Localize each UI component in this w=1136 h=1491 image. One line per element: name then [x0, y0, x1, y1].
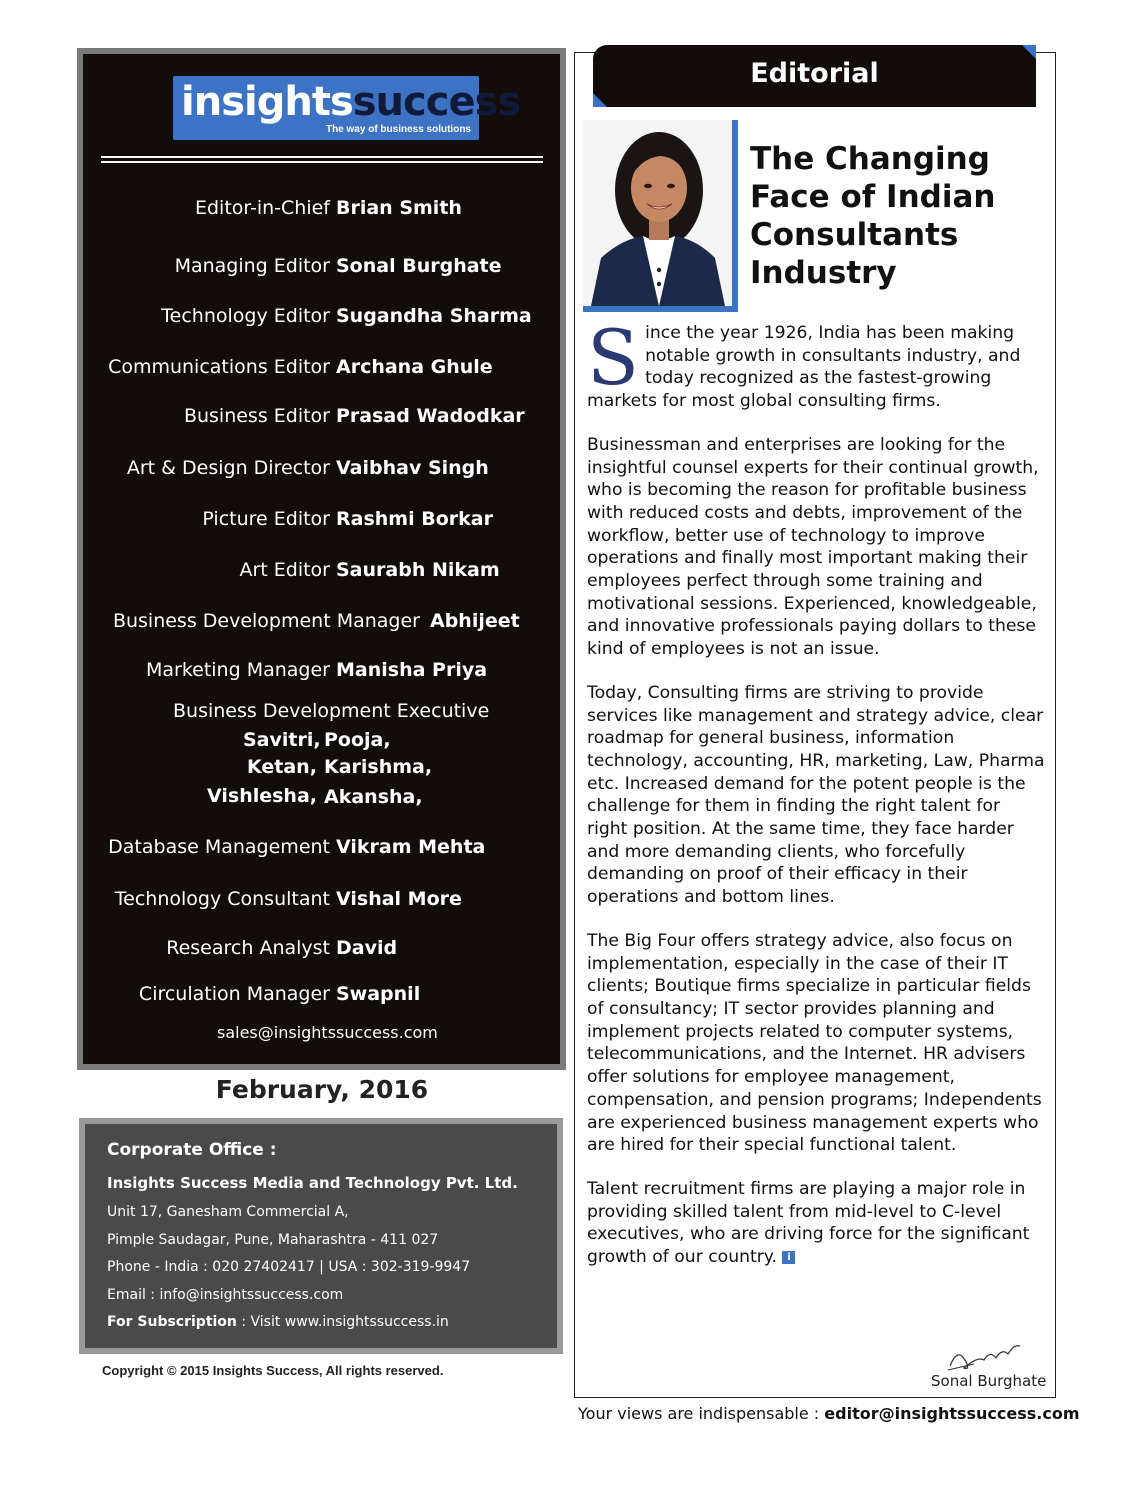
- staff-role: Editor-in-Chief: [194, 197, 330, 219]
- sales-email[interactable]: sales@insightssuccess.com: [217, 1023, 438, 1042]
- bde-name: Akansha,: [324, 786, 423, 808]
- staff-role: Research Analyst: [166, 937, 330, 959]
- staff-name: Prasad Wadodkar: [336, 405, 525, 427]
- article-paragraph: Businessman and enterprises are looking for the insightful counsel experts for their continual growth, who is becoming the reason for profitable business with reduced costs and debts, improvement of the workflow, better use of technology to improve operations and finally most important making their employees perfect through some training and motivational sessions. Experienced, knowledgeable, and innovative professionals paying dollars to these kind of employees is not an issue.: [587, 434, 1039, 660]
- staff-row: [83, 832, 560, 862]
- bde-name: Savitri,: [243, 729, 321, 751]
- staff-role: Marketing Manager: [145, 659, 330, 681]
- bde-name: Vishlesha,: [207, 785, 317, 807]
- staff-name: Vishal More: [336, 888, 462, 910]
- corporate-office-panel: [79, 1118, 563, 1354]
- office-address-line: Unit 17, Ganesham Commercial A,: [107, 1204, 349, 1220]
- article-paragraph: Today, Consulting firms are striving to provide services like management and strategy advice, clear roadmap for general business, information technology, accounting, HR, marketing, Law, Pharma etc. Increased demand for the potent people is the challenge for them in finding the right talent for right position. At the same time, they face harder and more demanding clients, who forcefully demanding on proof of their efficacy in their operations and bottom lines.: [587, 682, 1045, 908]
- insights-success-logo: [173, 76, 521, 140]
- bde-name: Pooja,: [324, 729, 391, 751]
- portrait-illustration: [583, 120, 732, 306]
- staff-row: [83, 401, 560, 431]
- office-phone: Phone - India : 020 27402417 | USA : 302-319-9947: [107, 1259, 471, 1275]
- staff-name: Archana Ghule: [336, 356, 493, 378]
- copyright-notice: Copyright © 2015 Insights Success, All rights reserved.: [102, 1363, 444, 1378]
- logo-wordmark: insightssuccess: [181, 79, 521, 125]
- feedback-line: [578, 1404, 1080, 1423]
- bde-title: Business Development Executive: [173, 700, 490, 722]
- staff-role: Managing Editor: [174, 255, 330, 277]
- staff-name: David: [336, 937, 398, 959]
- staff-name: Sugandha Sharma: [336, 305, 532, 327]
- staff-row: [83, 606, 560, 636]
- article-paragraph: Talent recruitment firms are playing a major role in providing skilled talent from mid-level to C-level executives, who are driving force for the significant growth of our country. i: [587, 1178, 1030, 1268]
- banner-accent: [1022, 45, 1036, 59]
- office-subscription[interactable]: [107, 1314, 449, 1330]
- staff-role: Art Editor: [239, 559, 330, 581]
- staff-name: Saurabh Nikam: [336, 559, 500, 581]
- subscription-text: : Visit www.insightssuccess.in: [236, 1314, 449, 1330]
- subscription-label: For Subscription: [107, 1314, 237, 1330]
- staff-row: [83, 301, 560, 331]
- staff-row: [83, 251, 560, 281]
- staff-role: Communications Editor: [108, 356, 330, 378]
- divider: [101, 156, 543, 158]
- staff-name: Manisha Priya: [336, 659, 488, 681]
- staff-row: [83, 453, 560, 483]
- staff-row: [83, 933, 560, 963]
- editorial-heading: Editorial: [750, 58, 879, 89]
- bde-name: Karishma,: [324, 756, 433, 778]
- staff-role: Business Development Manager: [112, 610, 420, 632]
- staff-row: [83, 655, 560, 685]
- divider: [101, 161, 543, 163]
- signature-icon: [944, 1336, 1024, 1376]
- staff-role: Technology Editor: [161, 305, 330, 327]
- staff-role: Picture Editor: [202, 508, 330, 530]
- office-address-line: Pimple Saudagar, Pune, Maharashtra - 411 027: [107, 1232, 439, 1248]
- staff-name: Sonal Burghate: [336, 255, 502, 277]
- staff-name: Rashmi Borkar: [336, 508, 493, 530]
- staff-role: Database Management: [108, 836, 330, 858]
- article-body: [587, 313, 1045, 1290]
- staff-row: [83, 193, 560, 223]
- staff-name: Abhijeet: [430, 610, 520, 632]
- issue-date: February, 2016: [215, 1075, 429, 1104]
- drop-cap: S: [587, 313, 640, 402]
- staff-row: [83, 504, 560, 534]
- staff-row: [83, 979, 560, 1009]
- staff-row: [83, 555, 560, 585]
- staff-role: Technology Consultant: [114, 888, 330, 910]
- office-email[interactable]: Email : info@insightssuccess.com: [107, 1287, 344, 1303]
- staff-name: Vaibhav Singh: [336, 457, 489, 479]
- editor-portrait: [583, 120, 738, 312]
- staff-role: Art & Design Director: [126, 457, 330, 479]
- masthead-panel: [77, 48, 566, 1070]
- end-mark-icon: i: [782, 1251, 795, 1264]
- staff-role: Circulation Manager: [138, 983, 330, 1005]
- staff-row: [83, 352, 560, 382]
- bde-name: Ketan,: [247, 756, 317, 778]
- staff-name: Swapnil: [336, 983, 421, 1005]
- signature-name: Sonal Burghate: [931, 1372, 1047, 1390]
- logo-tagline: The way of business solutions: [325, 124, 471, 135]
- staff-row: [83, 884, 560, 914]
- staff-name: Vikram Mehta: [336, 836, 486, 858]
- article-title: The Changing Face of Indian Consultants Industry: [750, 141, 996, 291]
- article-paragraph: The Big Four offers strategy advice, also focus on implementation, especially in the case of their IT clients; Boutique firms specialize in particular fields of consultancy; IT sector provides planning and implement projects related to computer systems, telecommunications, and the Internet. HR advisers offer solutions for employee management, compensation, and pension programs; Independents are experienced business management experts who are hired for their special functional talent.: [587, 930, 1042, 1156]
- office-company: Insights Success Media and Technology Pvt. Ltd.: [107, 1174, 518, 1192]
- office-heading: Corporate Office :: [107, 1140, 277, 1160]
- staff-role: Business Editor: [183, 405, 330, 427]
- banner-accent: [593, 93, 607, 107]
- article-paragraph: Since the year 1926, India has been making notable growth in consultants industry, and today recognized as the fastest-growing markets for most global consulting firms.: [587, 313, 1021, 412]
- feedback-email[interactable]: editor@insightssuccess.com: [824, 1404, 1080, 1423]
- staff-name: Brian Smith: [336, 197, 462, 219]
- feedback-label: Your views are indispensable :: [578, 1404, 825, 1423]
